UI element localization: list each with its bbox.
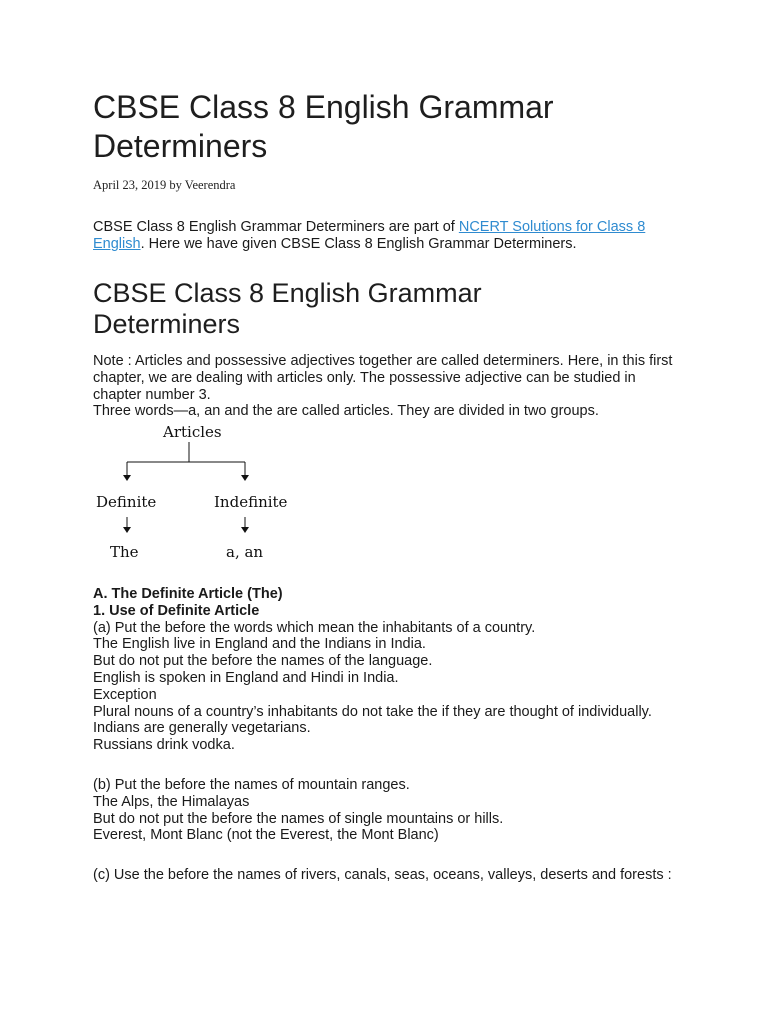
diagram-a-an-label: a, an: [226, 543, 264, 561]
note-paragraph: Note : Articles and possessive adjectives together are called determiners. Here, in this first chapter, we are dealing with articles only. The possessive adjective can be studied in chapter number 3.: [93, 353, 673, 403]
rule-a-line: Indians are generally vegetarians.: [93, 720, 311, 737]
diagram-definite-label: Definite: [96, 493, 157, 511]
rule-a-line: Exception: [93, 686, 157, 703]
rule-a-line: Russians drink vodka.: [93, 737, 235, 754]
diagram-root-label: Articles: [163, 423, 222, 441]
rule-c-line: (c) Use the before the names of rivers, canals, seas, oceans, valleys, deserts and forests :: [93, 867, 672, 884]
author-link[interactable]: Veerendra: [184, 178, 236, 192]
heading-use-of-definite-article: 1. Use of Definite Article: [93, 602, 260, 619]
rule-a-line: The English live in England and the Indians in India.: [93, 636, 426, 653]
intro-text-after: . Here we have given CBSE Class 8 English Grammar Determiners.: [140, 236, 577, 252]
paragraph-gap: [93, 754, 683, 777]
page-title: CBSE Class 8 English Grammar Determiners: [93, 89, 554, 164]
heading-definite-article: A. The Definite Article (The): [93, 586, 283, 602]
rule-a-line: (a) Put the before the words which mean the inhabitants of a country.: [93, 619, 536, 636]
diagram-the-label: The: [110, 543, 139, 561]
post-date: April 23, 2019: [93, 178, 167, 192]
diagram-right-leaf-arrow: [241, 527, 249, 533]
rule-b-line: Everest, Mont Blanc (not the Everest, the Mont Blanc): [93, 827, 439, 844]
articles-intro-paragraph: Three words—a, an and the are called articles. They are divided in two groups.: [93, 403, 599, 420]
intro-paragraph: [93, 219, 683, 253]
diagram-left-leaf-arrow: [123, 527, 131, 533]
definite-article-section: [93, 586, 683, 884]
diagram-left-arrow: [123, 475, 131, 481]
rule-a-line: But do not put the before the names of the language.: [93, 653, 433, 670]
rule-a-line: Plural nouns of a country’s inhabitants do not take the if they are thought of individually.: [93, 703, 652, 720]
rule-a-line: English is spoken in England and Hindi in India.: [93, 669, 399, 686]
byline-by: by: [169, 178, 182, 192]
rule-b-line: The Alps, the Himalayas: [93, 793, 250, 810]
byline: [93, 178, 235, 193]
intro-text-before: CBSE Class 8 English Grammar Determiners are part of: [93, 219, 459, 235]
rule-b-line: (b) Put the before the names of mountain ranges.: [93, 776, 410, 793]
ncert-solutions-link[interactable]: NCERT Solutions for Class 8 English: [93, 219, 646, 252]
diagram-indefinite-label: Indefinite: [214, 493, 288, 511]
paragraph-gap: [93, 844, 683, 867]
note-block: [93, 353, 683, 420]
diagram-right-arrow: [241, 475, 249, 481]
rule-b-line: But do not put the before the names of single mountains or hills.: [93, 810, 504, 827]
section-title: CBSE Class 8 English Grammar Determiners: [93, 278, 482, 339]
articles-tree-diagram: [93, 420, 293, 565]
